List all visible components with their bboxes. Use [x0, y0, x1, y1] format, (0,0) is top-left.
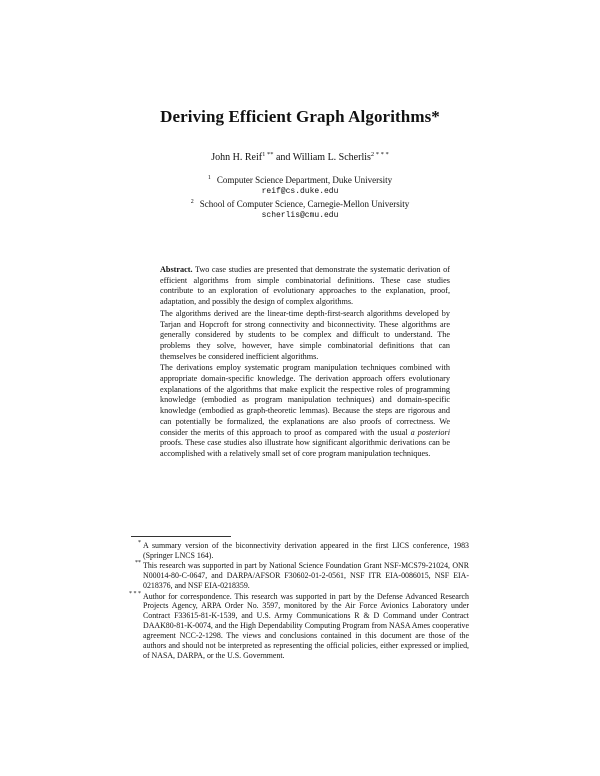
affiliation-email: reif@cs.duke.edu	[261, 187, 339, 196]
footnote-separator	[131, 536, 231, 537]
author-marks: 2 * * *	[370, 151, 389, 158]
affiliation-name: Computer Science Department, Duke University	[216, 175, 393, 185]
author-name: William L. Scherlis	[292, 152, 371, 163]
author-conjunction: and	[273, 152, 293, 163]
footnote	[133, 561, 469, 591]
footnote-text: Author for correspondence. This research was supported in part by the Defense Advanced Research Projects Agency, ARPA Order No. 3597, monitored by the Air Force Avionics Laboratory under Contract F33615-81-K-1539, and U.S. Army Communications R & D Command under Contract DAAK80-81-K-0074, and the High Dependability Computing Program from NASA Ames cooperative agreement NCC-2-1298. The views and conclusions contained in this document are those of the authors and should not be interpreted as representing the official policies, either expressed or implied, of NASA, DARPA, or the U.S. Government.	[143, 591, 469, 660]
abstract-text: proofs. These case studies also illustrate how significant algorithmic derivations can be accomplished with a relatively small set of core program manipulation techniques.	[160, 438, 450, 458]
footnote-text: A summary version of the biconnectivity derivation appeared in the first LICS conference, 1983 (Springer LNCS 164).	[143, 541, 469, 560]
affiliation-email: scherlis@cmu.edu	[261, 211, 339, 220]
abstract-text: Two case studies are presented that demonstrate the systematic derivation of efficient algorithms from simple combinatorial definitions. These case studies contribute to an exploration of evolutionary approaches to the explanation, proof, adaptation, and possibly the design of complex algorithms.	[160, 265, 450, 307]
footnote-mark: * * *	[129, 590, 141, 597]
affiliation	[0, 198, 600, 222]
author-name: John H. Reif	[211, 152, 263, 163]
footnote-mark: **	[135, 560, 141, 567]
author-marks: 1 **	[262, 151, 274, 158]
affiliation-number: 1	[207, 175, 211, 181]
affiliation	[0, 174, 600, 198]
affiliation-number: 2	[190, 199, 194, 205]
abstract-heading: Abstract.	[160, 265, 193, 274]
footnote	[129, 590, 469, 661]
author-line	[0, 152, 600, 163]
abstract-italic-text: a posteriori	[410, 427, 450, 437]
footnote-text: This research was supported in part by National Science Foundation Grant NSF-MCS79-21024, ONR N00014-80-C-0647, and DARPA/AFSOR F30602-01-2-0561, NSF ITR EIA-0086015, NSF EIA-0218376, and NSF EIA-0218359.	[143, 561, 469, 591]
footnote-mark: *	[138, 540, 141, 546]
abstract	[160, 265, 450, 460]
footnote	[133, 541, 469, 561]
abstract-paragraph	[160, 363, 450, 459]
abstract-text: The derivations employ systematic program manipulation techniques combined with appropriate domain-specific knowledge. The derivation approach offers evolutionary explanations of the algorithms that make explicit the respective roles of programming knowledge (embodied as program manipulation techniques) and domain-specific knowledge (embodied as graph-theoretic lemmas). Because the steps are rigorous and can potentially be formalized, the explanations are also proofs of correctness. We consider the merits of this approach to proof as compared with the usual	[160, 363, 450, 437]
footnotes	[129, 540, 469, 661]
abstract-paragraph	[160, 265, 450, 308]
affiliation-name: School of Computer Science, Carnegie-Mellon University	[199, 199, 410, 209]
abstract-paragraph: The algorithms derived are the linear-time depth-first-search algorithms developed by Tarjan and Hopcroft for strong connectivity and biconnectivity. These algorithms are generally considered by students to be complex and difficult to understand. The problems they solve, however, have simple combinatorial definitions that can themselves be considered inefficient algorithms.	[160, 308, 450, 361]
paper-title: Deriving Efficient Graph Algorithms*	[160, 107, 440, 126]
